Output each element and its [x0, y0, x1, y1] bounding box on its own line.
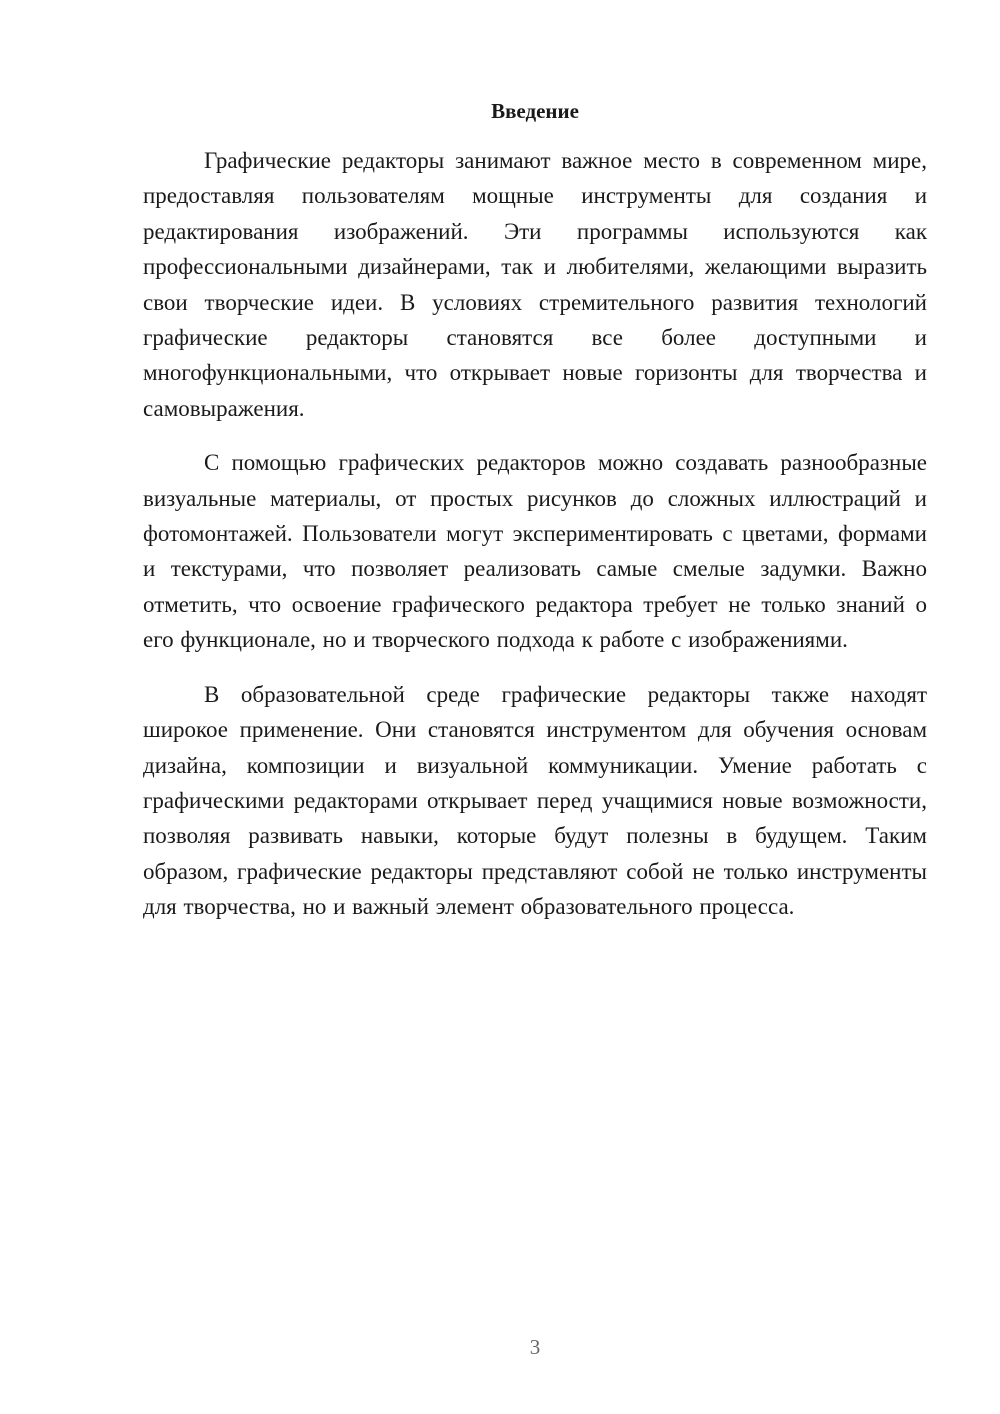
paragraph-1: Графические редакторы занимают важное место в современном мире, предоставляя пользователям мощные инструменты для создания и редактирования изображений. Эти программы используются как профессиональными дизайнерами, так и любителями, желающими выразить свои творческие идеи. В условиях стремительного развития технологий графические редакторы становятся все более доступными и многофункциональными, что открывает новые горизонты для творчества и самовыражения. — [143, 148, 927, 421]
paragraph-3: В образовательной среде графические редакторы также находят широкое применение. Они становятся инструментом для обучения основам дизайна, композиции и визуальной коммуникации. Умение работать с графическими редакторами открывает перед учащимися новые возможности, позволяя развивать навыки, которые будут полезны в будущем. Таким образом, графические редакторы представляют собой не только инструменты для творчества, но и важный элемент образовательного процесса. — [143, 681, 927, 920]
page-number: 3 — [529, 1335, 541, 1359]
paragraph-2: С помощью графических редакторов можно создавать разнообразные визуальные материалы, от простых рисунков до сложных иллюстраций и фотомонтажей. Пользователи могут экспериментировать с цветами, формами и текстурами, что позволяет реализовать самые смелые задумки. Важно отметить, что освоение графического редактора требует не только знаний о его функционале, но и творческого подхода к работе с изображениями. — [143, 450, 927, 653]
section-heading: Введение — [491, 99, 579, 123]
body-text — [143, 143, 927, 944]
